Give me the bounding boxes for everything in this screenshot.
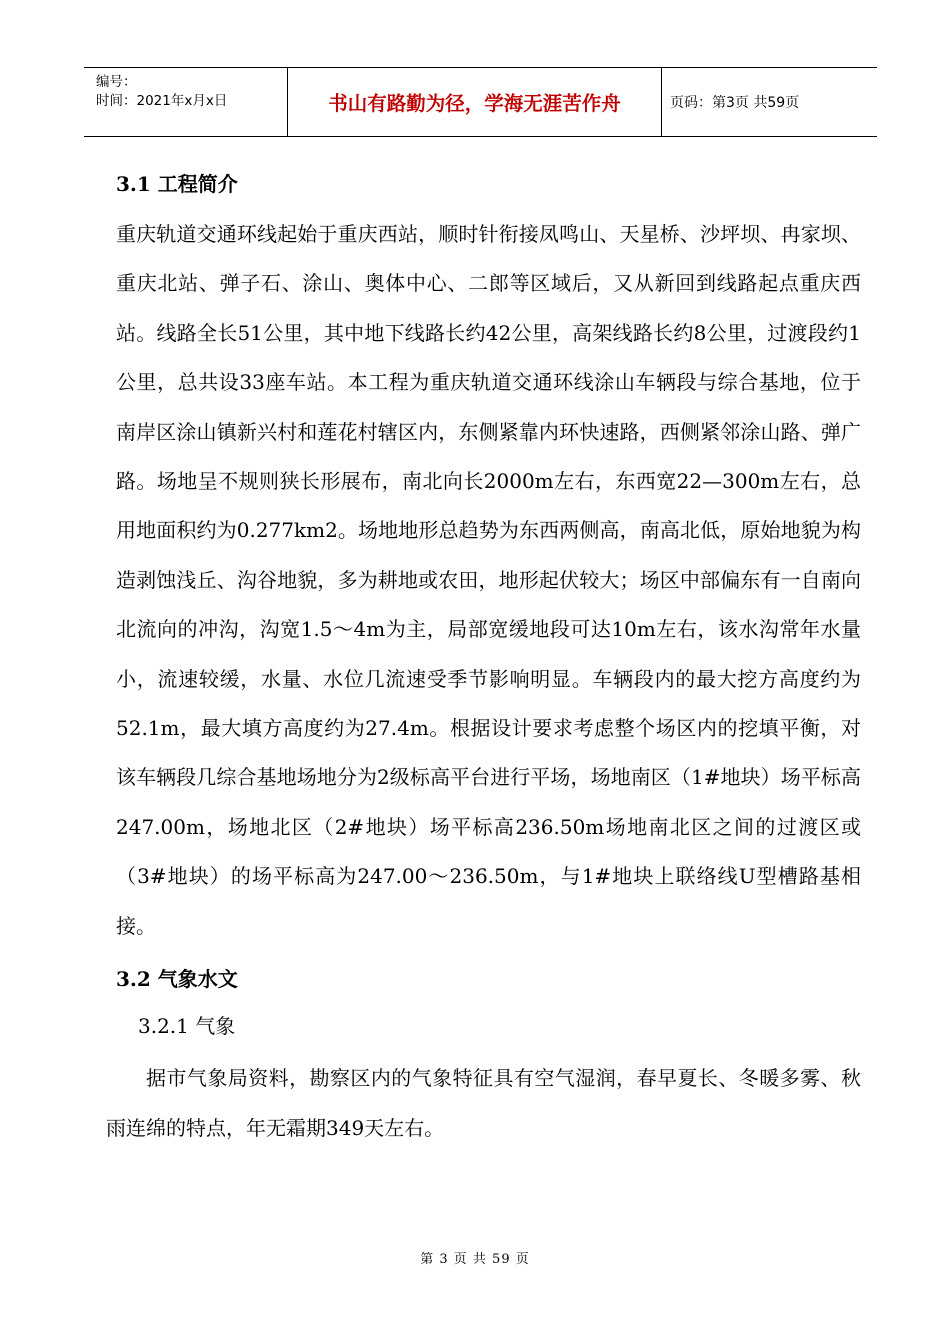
page-footer: 第 3 页 共 59 页 (420, 1252, 530, 1267)
document-body (106, 170, 861, 1153)
section-3-2-1-title: 3.2.1 气象 (138, 1014, 236, 1039)
section-3-2-1-body: 据市气象局资料，勘察区内的气象特征具有空气湿润，春早夏长、冬暖多雾、秋雨连绵的特点，年无霜期349天左右。 (106, 1066, 861, 1140)
section-3-1-body: 重庆轨道交通环线起始于重庆西站，顺时针衔接凤鸣山、天星桥、沙坪坝、冉家坝、重庆北站、弹子石、涂山、奥体中心、二郎等区域后，又从新回到线路起点重庆西站。线路全长51公里，其中地下线路长约42公里，高架线路长约8公里，过渡段约1公里，总共设33座车站。本工程为重庆轨道交通环线涂山车辆段与综合基地，位于南岸区涂山镇新兴村和莲花村辖区内，东侧紧靠内环快速路，西侧紧邻涂山路、弹广路。场地呈不规则狭长形展布，南北向长2000m左右，东西宽22—300m左右，总用地面积约为0.277km2。场地地形总趋势为东西两侧高，南高北低，原始地貌为构造剥蚀浅丘、沟谷地貌，多为耕地或农田，地形起伏较大；场区中部偏东有一自南向北流向的冲沟，沟宽1.5～4m为主，局部宽缓地段可达10m左右，该水沟常年水量小，流速较缓，水量、水位几流速受季节影响明显。车辆段内的最大挖方高度约为52.1m，最大填方高度约为27.4m。根据设计要求考虑整个场区内的挖填平衡，对该车辆段几综合基地场地分为2级标高平台进行平场，场地南区（1#地块）场平标高247.00m，场地北区（2#地块）场平标高236.50m场地南北区之间的过渡区或（3#地块）的场平标高为247.00～236.50m，与1#地块上联络线U型槽路基相接。 (116, 222, 861, 938)
section-3-2-title: 3.2 气象水文 (116, 967, 238, 992)
header-page-info: 页码：第3页 共59页 (670, 95, 800, 111)
time-label: 时间：2021年x月x日 (96, 93, 228, 109)
header-motto: 书山有路勤为径，学海无涯苦作舟 (288, 68, 662, 136)
header-meta (84, 68, 288, 136)
page-header (84, 67, 877, 137)
section-3-1-title: 3.1 工程简介 (116, 172, 238, 196)
number-label: 编号： (96, 74, 137, 90)
